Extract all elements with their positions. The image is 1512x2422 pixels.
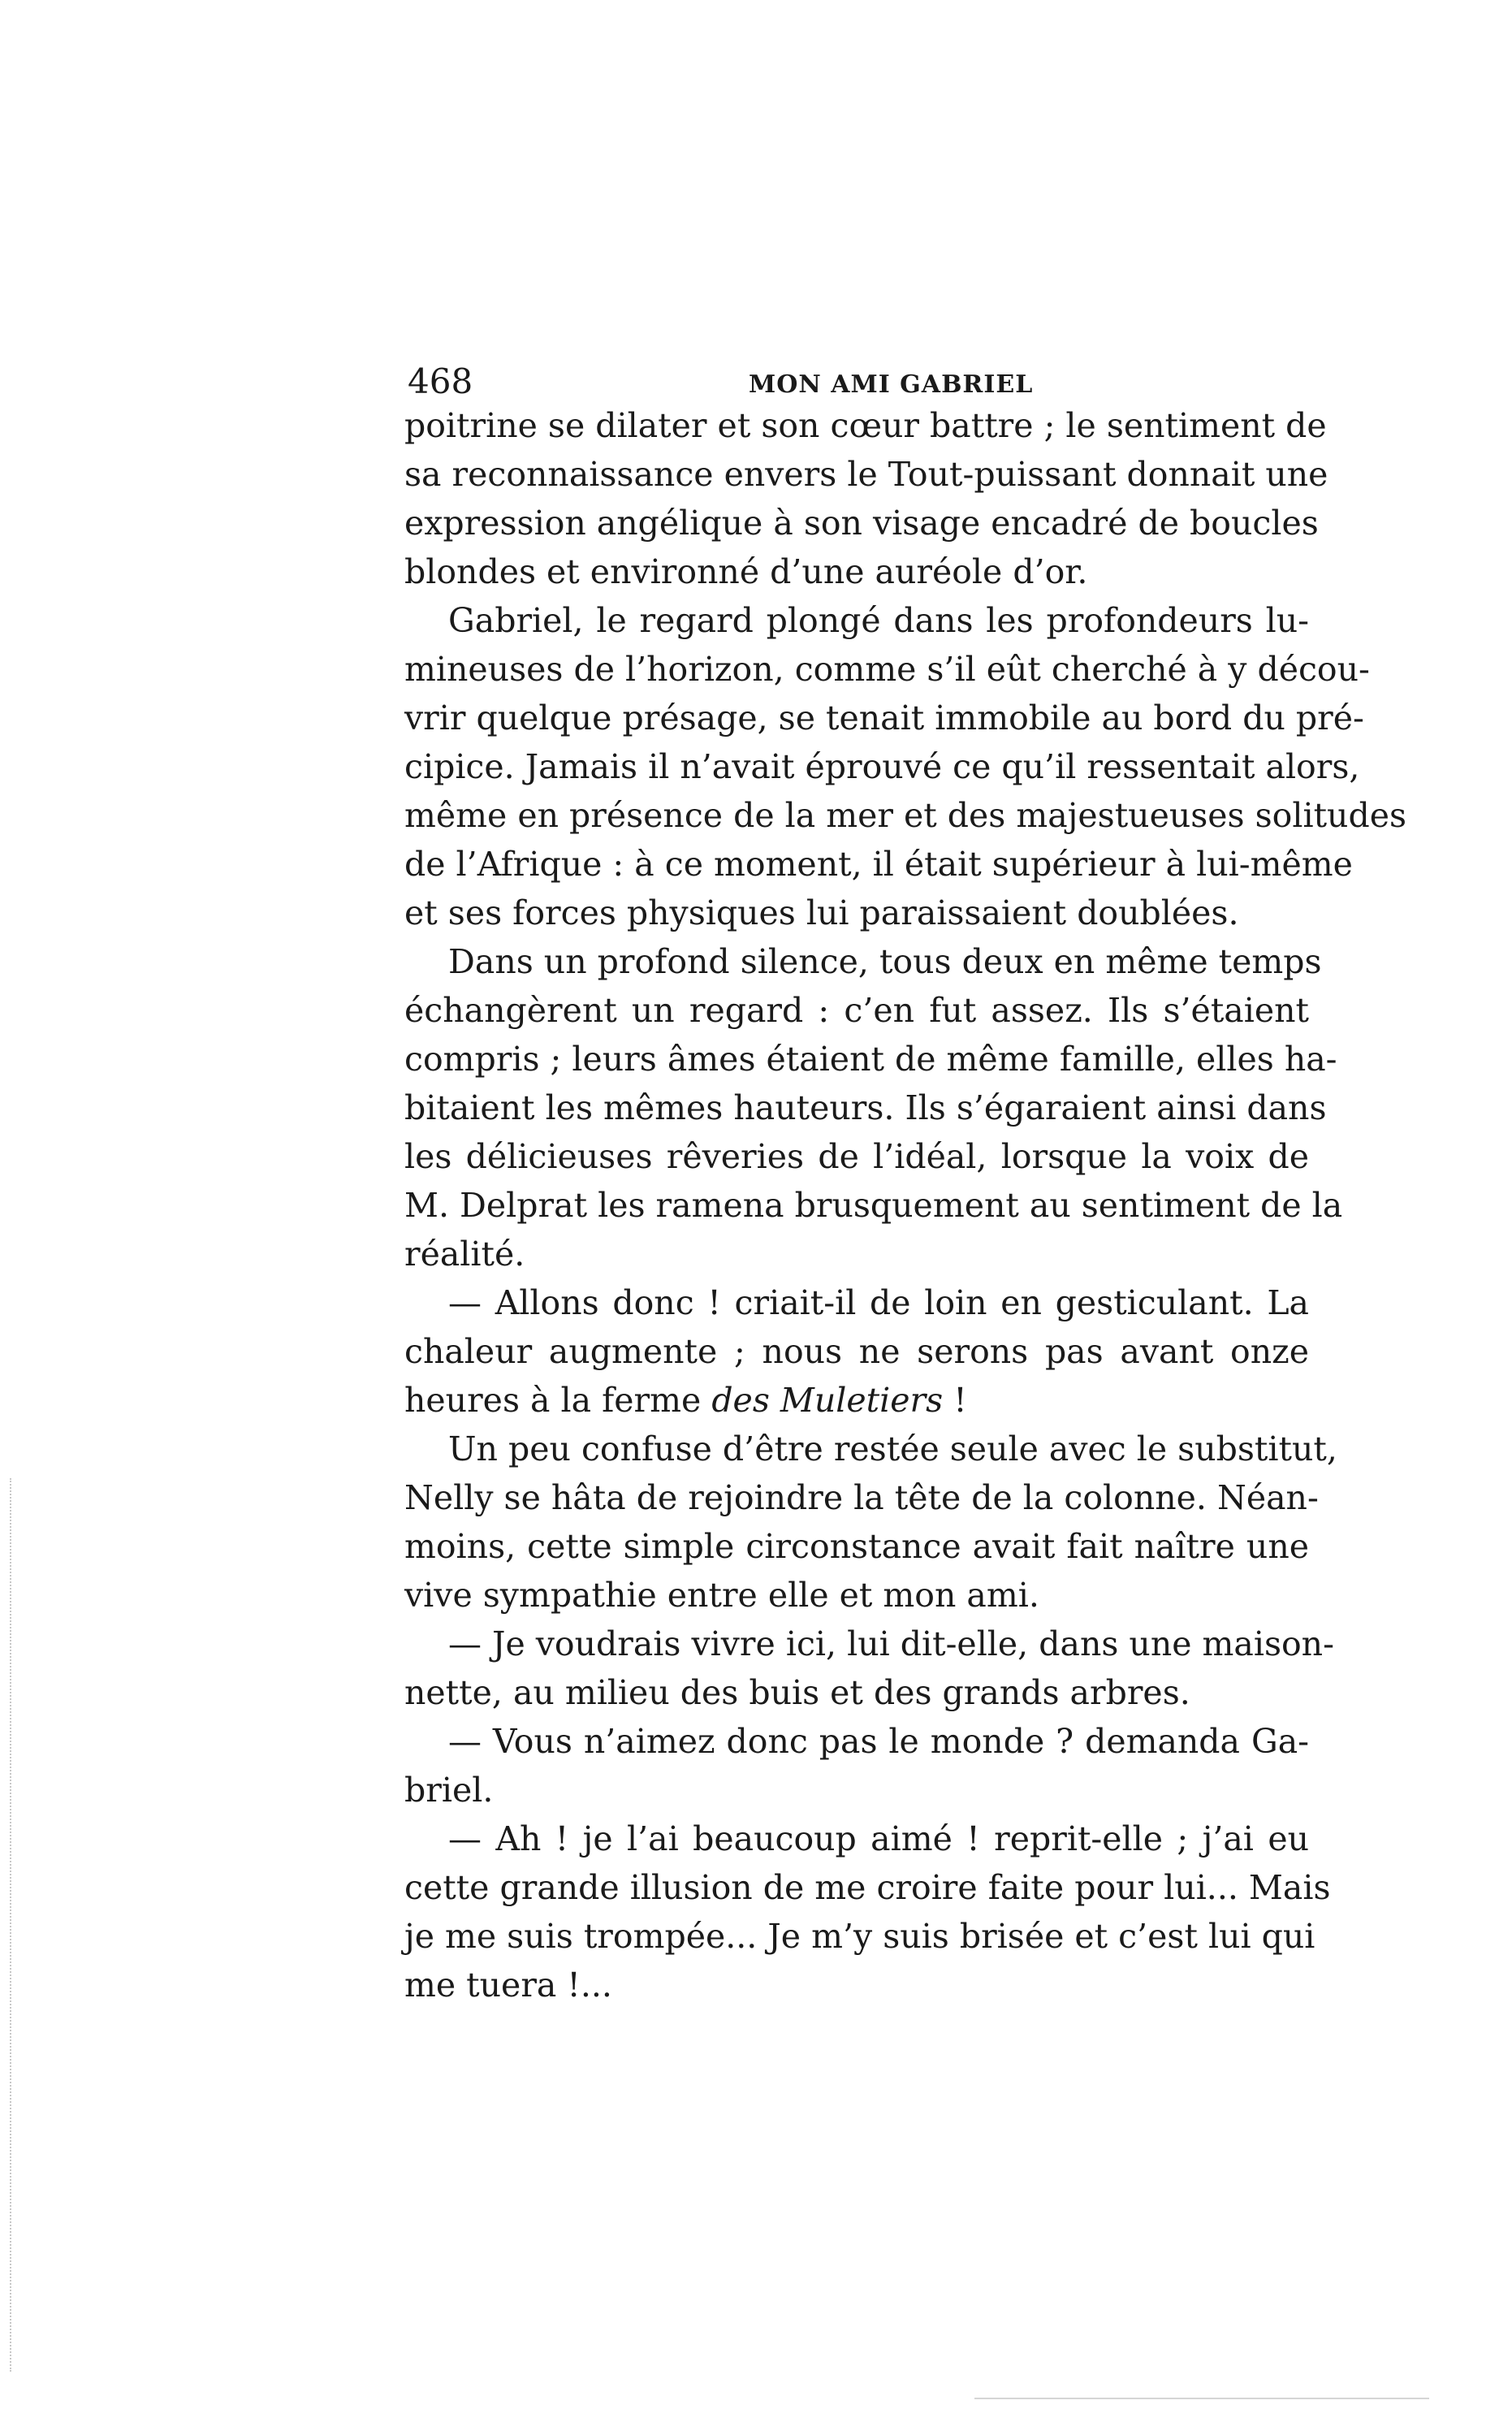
text-line: briel.	[404, 1771, 494, 1810]
text-line: compris ; leurs âmes étaient de même famille, elles ha-	[404, 1040, 1337, 1079]
text-line: — Vous n’aimez donc pas le monde ? demanda Ga-	[448, 1722, 1309, 1761]
text-line: poitrine se dilater et son cœur battre ; le sentiment de	[404, 406, 1327, 445]
body-text	[404, 401, 1407, 2009]
text-line: même en présence de la mer et des majestueuses solitudes	[404, 796, 1407, 835]
italic-place-name: des Muletiers	[711, 1381, 944, 1420]
text-line: nette, au milieu des buis et des grands arbres.	[404, 1673, 1190, 1712]
text-line: M. Delprat les ramena brusquement au sentiment de la	[404, 1186, 1343, 1225]
text-line: sa reconnaissance envers le Tout-puissant donnait une	[404, 455, 1328, 494]
text-line: — Je voudrais vivre ici, lui dit-elle, dans une maison-	[448, 1624, 1334, 1663]
text-line: cette grande illusion de me croire faite pour lui... Mais	[404, 1868, 1331, 1907]
text-line: mineuses de l’horizon, comme s’il eût cherché à y décou-	[404, 650, 1370, 689]
text-line: — Allons donc ! criait-il de loin en gesticulant. La	[448, 1283, 1309, 1322]
page-header	[408, 357, 1309, 406]
text-line: échangèrent un regard : c’en fut assez. Ils s’étaient	[404, 991, 1309, 1030]
text-line: Dans un profond silence, tous deux en même temps	[448, 942, 1322, 981]
text-line: je me suis trompée... Je m’y suis brisée et c’est lui qui	[404, 1917, 1315, 1956]
text-line: chaleur augmente ; nous ne serons pas avant onze	[404, 1332, 1309, 1371]
text-line-start: heures à la ferme	[404, 1381, 702, 1420]
text-line-italic-title	[404, 1376, 1309, 1425]
text-line: de l’Afrique : à ce moment, il était supérieur à lui-même	[404, 845, 1353, 884]
text-line: Gabriel, le regard plongé dans les profondeurs lu-	[448, 601, 1309, 640]
text-line: et ses forces physiques lui paraissaient doublées.	[404, 893, 1239, 932]
page-number: 468	[408, 361, 473, 401]
text-line: blondes et environné d’une auréole d’or.	[404, 552, 1088, 591]
text-line: vrir quelque présage, se tenait immobile au bord du pré-	[404, 698, 1364, 737]
scan-bottom-rule	[974, 2398, 1429, 2399]
running-title: MON AMI GABRIEL	[749, 370, 1034, 399]
text-line: vive sympathie entre elle et mon ami.	[404, 1576, 1039, 1615]
text-line: réalité.	[404, 1235, 525, 1274]
text-line: — Ah ! je l’ai beaucoup aimé ! reprit-elle ; j’ai eu	[448, 1819, 1309, 1858]
text-line-end: !	[943, 1381, 967, 1420]
text-line: Un peu confuse d’être restée seule avec le substitut,	[448, 1429, 1337, 1468]
text-line: Nelly se hâta de rejoindre la tête de la colonne. Néan-	[404, 1478, 1319, 1517]
text-line: moins, cette simple circonstance avait fait naître une	[404, 1527, 1309, 1566]
text-line: expression angélique à son visage encadré de boucles	[404, 504, 1319, 543]
scan-margin-marks	[10, 1478, 13, 2372]
text-line: les délicieuses rêveries de l’idéal, lorsque la voix de	[404, 1137, 1309, 1176]
text-line: cipice. Jamais il n’avait éprouvé ce qu’il ressentait alors,	[404, 747, 1360, 786]
text-line: me tuera !...	[404, 1966, 612, 2005]
text-line: bitaient les mêmes hauteurs. Ils s’égaraient ainsi dans	[404, 1088, 1327, 1127]
